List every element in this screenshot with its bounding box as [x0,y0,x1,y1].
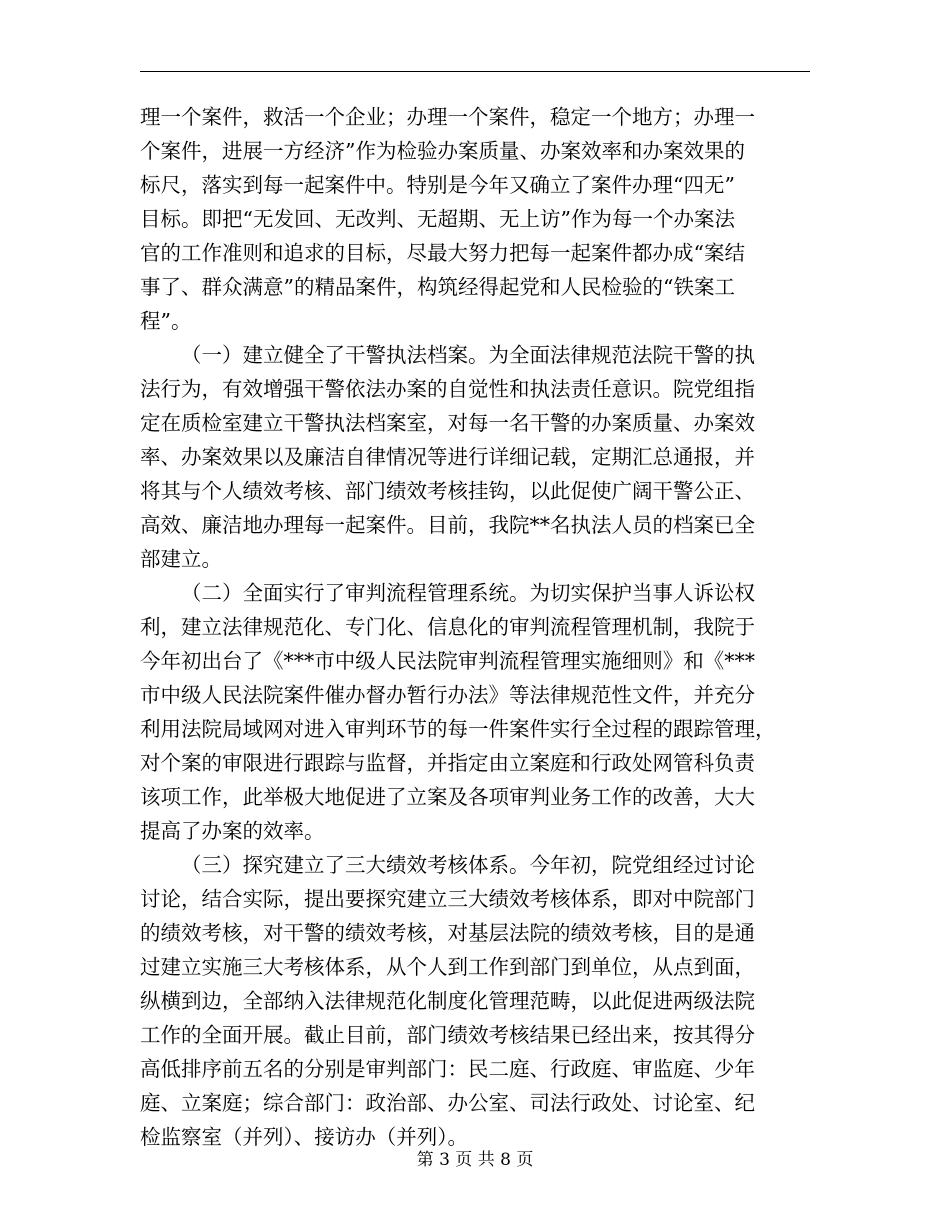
text-line: 理一个案件，救活一个企业；办理一个案件，稳定一个地方；办理一 [140,105,755,129]
paragraph-section-2 [140,576,810,848]
text-line: （三）探究建立了三大绩效考核体系。今年初，院党组经过讨论 [181,853,755,877]
text-line: 标尺，落实到每一起案件中。特别是今年又确立了案件办理“四无” [140,173,735,197]
text-line: 部建立。 [140,547,222,571]
text-line: 讨论，结合实际，提出要探究建立三大绩效考核体系，即对中院部门 [140,887,755,911]
text-line: 将其与个人绩效考核、部门绩效考核挂钩，以此促使广阔干警公正、 [140,479,755,503]
text-line: 定在质检室建立干警执法档案室，对每一名干警的办案质量、办案效 [140,411,755,435]
text-line: 高低排序前五名的分别是审判部门：民二庭、行政庭、审监庭、少年 [140,1057,755,1081]
text-line: （二）全面实行了审判流程管理系统。为切实保护当事人诉讼权 [181,581,755,605]
text-line: 今年初出台了《***市中级人民法院审判流程管理实施细则》和《*** [140,649,755,673]
text-line: 对个案的审限进行跟踪与监督，并指定由立案庭和行政处网管科负责 [140,751,755,775]
text-line: 庭、立案庭；综合部门：政治部、办公室、司法行政处、讨论室、纪 [140,1091,755,1115]
text-line: 程”。 [140,309,192,333]
text-line: 事了、群众满意”的精品案件，构筑经得起党和人民检验的“铁案工 [140,275,735,299]
paragraph-section-3 [140,848,810,1154]
text-line: 提高了办案的效率。 [140,819,325,843]
text-line: 工作的全面开展。截止目前，部门绩效考核结果已经出来，按其得分 [140,1023,755,1047]
text-line: 官的工作准则和追求的目标，尽最大努力把每一起案件都办成“案结 [140,241,745,265]
text-line: 该项工作，此举极大地促进了立案及各项审判业务工作的改善，大大 [140,785,755,809]
text-line: （一）建立健全了干警执法档案。为全面法律规范法院干警的执 [181,343,755,367]
text-line: 纵横到边，全部纳入法律规范化制度化管理范畴，以此促进两级法院 [140,989,755,1013]
document-body [140,100,810,1154]
text-line: 利，建立法律规范化、专门化、信息化的审判流程管理机制，我院于 [140,615,755,639]
text-line: 率、办案效果以及廉洁自律情况等进行详细记载，定期汇总通报，并 [140,445,755,469]
text-line: 检监察室（并列）、接访办（并列）。 [140,1125,468,1149]
text-line: 法行为，有效增强干警依法办案的自觉性和执法责任意识。院党组指 [140,377,755,401]
text-line: 市中级人民法院案件催办督办暂行办法》等法律规范性文件，并充分 [140,683,755,707]
page-number: 第 3 页 共 8 页 [416,1150,534,1170]
text-line: 利用法院局域网对进入审判环节的每一件案件实行全过程的跟踪管理， [140,717,776,741]
text-line: 目标。即把“无发回、无改判、无超期、无上访”作为每一个办案法 [140,207,735,231]
text-line: 过建立实施三大考核体系，从个人到工作到部门到单位，从点到面， [140,955,755,979]
header-rule [140,71,810,72]
text-line: 个案件，进展一方经济”作为检验办案质量、办案效率和办案效果的 [140,139,745,163]
text-line: 高效、廉洁地办理每一起案件。目前，我院**名执法人员的档案已全 [140,513,755,537]
paragraph-section-1 [140,338,810,576]
text-line: 的绩效考核，对干警的绩效考核，对基层法院的绩效考核，目的是通 [140,921,755,945]
paragraph-continuation [140,100,810,338]
